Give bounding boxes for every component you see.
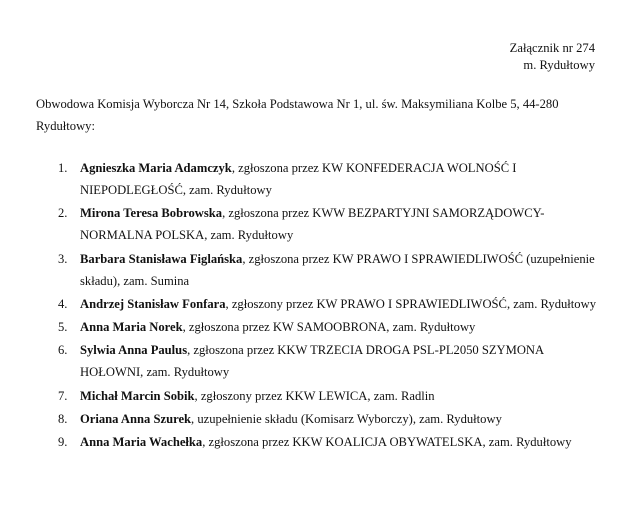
member-name: Oriana Anna Szurek xyxy=(80,412,192,427)
member-entry xyxy=(80,293,598,315)
member-number: 5. xyxy=(58,320,68,335)
member-number: 7. xyxy=(58,388,68,403)
member-item xyxy=(58,293,598,315)
member-name: Sylwia Anna Paulus xyxy=(80,343,188,358)
member-number: 8. xyxy=(58,412,68,427)
municipality-name: m. Rydułtowy xyxy=(523,58,595,72)
member-entry xyxy=(80,202,598,246)
member-details: , uzupełnienie składu (Komisarz Wyborczy), zam. Rydułtowy xyxy=(191,412,502,427)
member-entry xyxy=(80,385,598,407)
member-item xyxy=(58,202,598,246)
commission-description: Obwodowa Komisja Wyborcza Nr 14, Szkoła Podstawowa Nr 1, ul. św. Maksymiliana Kolbe 5, 44-280 Rydułtowy: xyxy=(36,97,559,133)
member-entry xyxy=(80,431,598,453)
member-number: 3. xyxy=(58,251,68,266)
member-item xyxy=(58,339,598,383)
member-number: 4. xyxy=(58,296,68,311)
member-item xyxy=(58,431,598,453)
member-name: Anna Maria Wachełka xyxy=(80,435,203,450)
member-item xyxy=(58,385,598,407)
member-details: , zgłoszona przez KW KONFEDERACJA WOLNOŚĆ I NIEPODLEGŁOŚĆ, zam. Rydułtowy xyxy=(80,161,517,197)
members-list xyxy=(58,157,598,455)
member-name: Mirona Teresa Bobrowska xyxy=(80,206,223,221)
member-item xyxy=(58,316,598,338)
member-name: Michał Marcin Sobik xyxy=(80,388,195,403)
member-number: 1. xyxy=(58,161,68,175)
member-entry xyxy=(80,408,598,430)
member-number: 9. xyxy=(58,435,68,450)
member-number: 2. xyxy=(58,206,68,221)
member-name: Barbara Stanisława Figlańska xyxy=(80,251,243,266)
member-entry xyxy=(80,339,598,383)
member-details: , zgłoszona przez KW PRAWO I SPRAWIEDLIWOŚĆ (uzupełnienie składu), zam. Sumina xyxy=(80,251,595,288)
member-name: Agnieszka Maria Adamczyk xyxy=(80,161,232,175)
member-entry xyxy=(80,248,598,292)
member-item xyxy=(58,248,598,292)
member-name: Anna Maria Norek xyxy=(80,320,183,335)
member-details: , zgłoszona przez KKW TRZECIA DROGA PSL-PL2050 SZYMONA HOŁOWNI, zam. Rydułtowy xyxy=(80,343,544,380)
member-entry xyxy=(80,316,598,338)
member-entry xyxy=(80,157,598,201)
member-name: Andrzej Stanisław Fonfara xyxy=(80,296,226,311)
member-item xyxy=(58,408,598,430)
document-header xyxy=(510,40,595,74)
member-details: , zgłoszona przez KW SAMOOBRONA, zam. Rydułtowy xyxy=(182,320,476,335)
member-details: , zgłoszona przez KWW BEZPARTYJNI SAMORZĄDOWCY-NORMALNA POLSKA, zam. Rydułtowy xyxy=(80,206,545,243)
member-details: , zgłoszony przez KW PRAWO I SPRAWIEDLIWOŚĆ, zam. Rydułtowy xyxy=(225,296,596,311)
member-number: 6. xyxy=(58,343,68,358)
member-details: , zgłoszona przez KKW KOALICJA OBYWATELSKA, zam. Rydułtowy xyxy=(202,435,572,450)
attachment-number: Załącznik nr 274 xyxy=(509,41,595,55)
member-details: , zgłoszony przez KKW LEWICA, zam. Radlin xyxy=(194,388,435,403)
member-item xyxy=(58,157,598,201)
